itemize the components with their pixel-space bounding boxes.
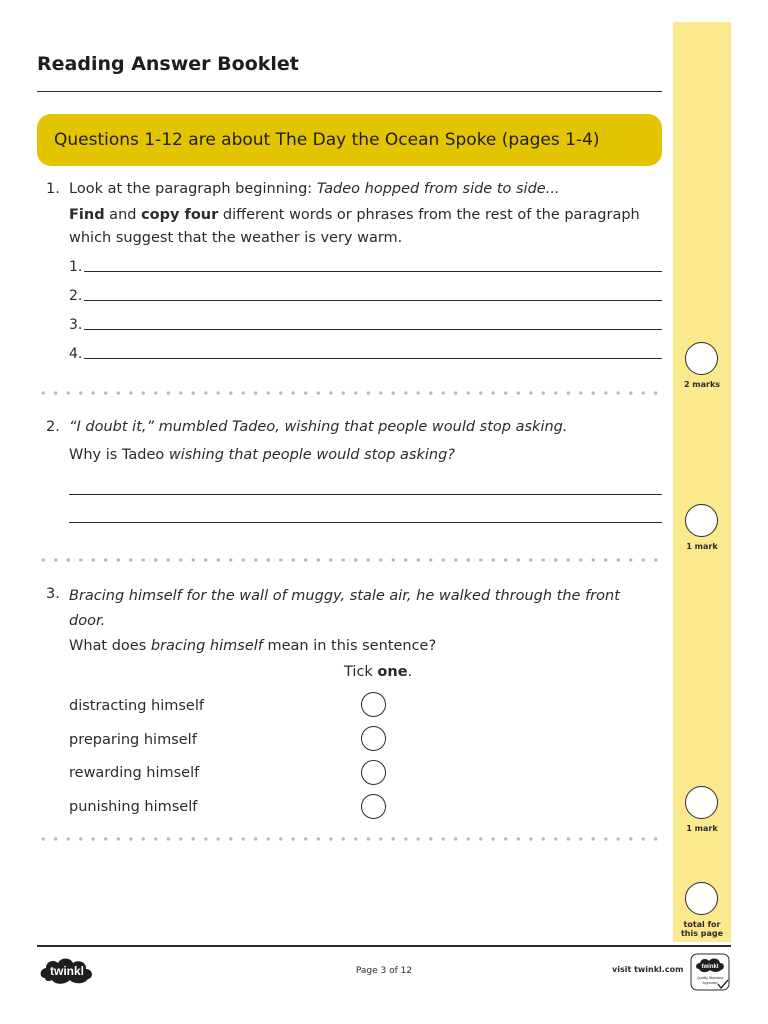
question-number: 2.	[46, 419, 60, 435]
q1-and-text: and	[104, 207, 142, 223]
option-label: distracting himself	[69, 698, 204, 714]
answer-line-label: 3.	[69, 317, 83, 333]
page-number: Page 3 of 12	[355, 966, 413, 976]
marks-sidebar	[673, 22, 731, 942]
page-title: Reading Answer Booklet	[37, 53, 299, 75]
option-label: punishing himself	[69, 799, 198, 815]
total-label-line1: total for	[683, 920, 721, 929]
q1-mark-box[interactable]	[685, 342, 718, 375]
q1-mark-label: 2 marks	[683, 380, 721, 389]
badge-brand: twinkl	[701, 964, 719, 970]
header-rule	[37, 91, 662, 92]
question-3-quote: Bracing himself for the wall of muggy, stale air, he walked through the front door.	[69, 588, 620, 629]
option-tick-circle[interactable]	[361, 760, 386, 785]
q3-mark-label: 1 mark	[686, 824, 718, 833]
answer-line-label: 4.	[69, 346, 83, 362]
option-tick-circle[interactable]	[361, 794, 386, 819]
question-2-quote: “I doubt it,” mumbled Tadeo, wishing that people would stop asking.	[69, 419, 568, 435]
visit-link[interactable]: visit twinkl.com	[612, 965, 684, 974]
question-3-prompt	[69, 636, 659, 656]
answer-line[interactable]	[84, 329, 662, 330]
option-label: preparing himself	[69, 732, 197, 748]
tick-bold: one	[377, 664, 408, 680]
section-banner	[37, 114, 662, 166]
q2-mark-label: 1 mark	[686, 542, 718, 551]
footer-rule	[37, 945, 731, 947]
q2-prompt-text: Why is Tadeo	[69, 447, 169, 463]
total-label-line2: this page	[680, 929, 724, 938]
dotted-separator	[37, 391, 662, 395]
question-1-instruction	[69, 204, 644, 250]
q3-prompt-end: mean in this sentence?	[262, 638, 437, 654]
tick-instruction	[344, 662, 412, 682]
answer-line[interactable]	[84, 271, 662, 272]
answer-line[interactable]	[84, 300, 662, 301]
answer-line[interactable]	[84, 358, 662, 359]
banner-text: Questions 1-12 are about The Day the Ocean Spoke (pages 1-4)	[54, 130, 600, 150]
q1-copy-four-bold: copy four	[141, 207, 219, 223]
q1-rest-text: different words or phrases from the rest of the paragraph which suggest that the weather is very warm.	[69, 207, 640, 246]
q1-intro-italic: Tadeo hopped from side to side...	[316, 181, 560, 197]
question-2-prompt	[69, 445, 659, 465]
badge-text-2: Approved	[702, 981, 718, 985]
total-mark-box[interactable]	[685, 882, 718, 915]
tick-text: Tick	[344, 664, 378, 680]
q1-find-bold: Find	[69, 207, 105, 223]
answer-line-label: 2.	[69, 288, 83, 304]
option-label: rewarding himself	[69, 765, 200, 781]
option-tick-circle[interactable]	[361, 692, 386, 717]
dotted-separator	[37, 837, 662, 841]
quality-badge	[690, 953, 730, 995]
badge-text-1: Quality Standard	[696, 976, 724, 980]
q2-mark-box[interactable]	[685, 504, 718, 537]
dotted-separator	[37, 558, 662, 562]
tick-end: .	[407, 664, 413, 680]
answer-line-label: 1.	[69, 259, 83, 275]
logo-text: twinkl	[49, 964, 85, 978]
q3-prompt-italic: bracing himself	[150, 638, 263, 654]
question-1-intro	[69, 179, 659, 199]
option-tick-circle[interactable]	[361, 726, 386, 751]
question-number: 3.	[46, 586, 60, 602]
question-number: 1.	[46, 181, 60, 197]
q3-prompt-text: What does	[69, 638, 151, 654]
q2-prompt-italic: wishing that people would stop asking?	[168, 447, 455, 463]
q1-intro-text: Look at the paragraph beginning:	[69, 181, 317, 197]
q3-mark-box[interactable]	[685, 786, 718, 819]
answer-line[interactable]	[69, 494, 662, 495]
answer-line[interactable]	[69, 522, 662, 523]
